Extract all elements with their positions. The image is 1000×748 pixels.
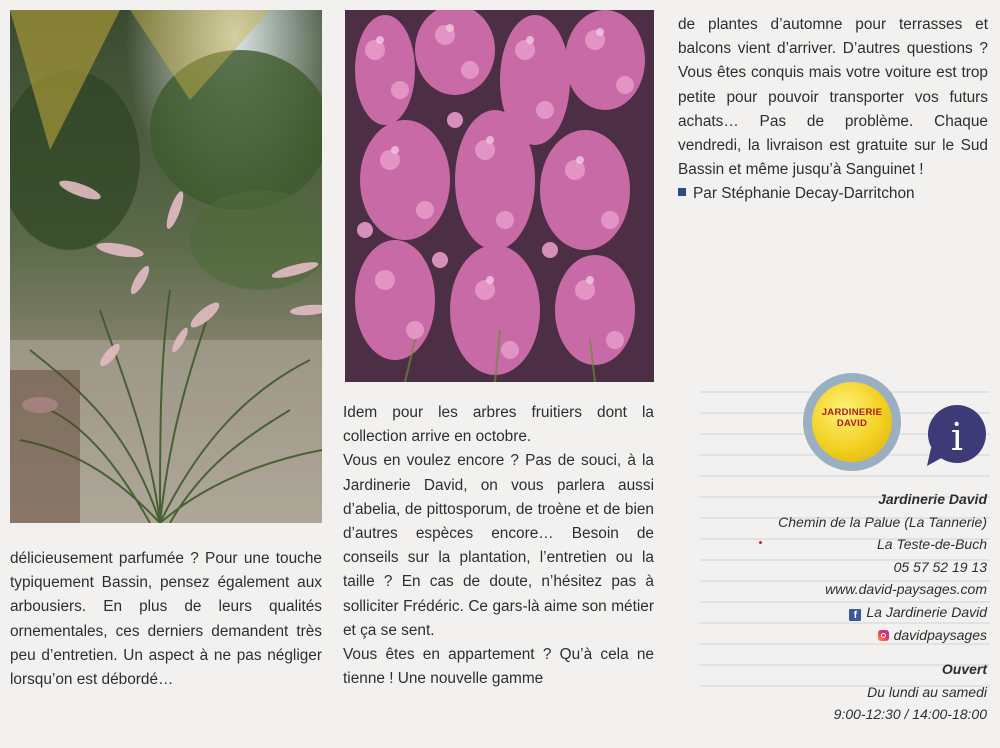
- article-paragraph: de plantes d’automne pour terrasses et balcons vient d’arriver. D’autres questions ? Vous êtes conquis mais votre voiture est trop petite pour pouvoir transporter vos futurs achats… Pas de problème. Chaque vendredi, la livraison est gratuite sur le Sud Bassin et même jusqu’à Sanguinet !: [678, 16, 988, 179]
- instagram-link[interactable]: [707, 624, 987, 647]
- address-line: Chemin de la Palue (La Tannerie): [778, 513, 987, 530]
- article-column-1: [10, 547, 322, 692]
- city-line: La Teste-de-Buch: [877, 536, 987, 553]
- facebook-icon: f: [849, 609, 861, 621]
- article-paragraph: Idem pour les arbres fruitiers dont la collection arrive en octobre.: [343, 404, 654, 446]
- byline-square-icon: [678, 188, 686, 196]
- facebook-label: La Jardinerie David: [866, 603, 987, 620]
- article-column-2: [343, 401, 654, 691]
- info-glyph: i: [950, 415, 964, 459]
- author-name: Par Stéphanie Decay-Darritchon: [693, 185, 915, 203]
- author-byline: [678, 182, 988, 206]
- article-column-3: [678, 13, 988, 207]
- opening-days: Du lundi au samedi: [867, 683, 987, 700]
- info-icon: [925, 404, 987, 468]
- photo-ornamental-grass: [10, 10, 322, 523]
- contact-info: [707, 488, 987, 726]
- instagram-icon: [878, 630, 889, 641]
- opening-hours: 9:00-12:30 / 14:00-18:00: [833, 706, 987, 723]
- logo-line-2: DAVID: [836, 418, 868, 429]
- jardinerie-david-logo: [803, 373, 901, 471]
- facebook-link[interactable]: [707, 601, 987, 624]
- business-name: Jardinerie David: [878, 491, 987, 507]
- instagram-label: davidpaysages: [893, 626, 987, 643]
- phone-number: 05 57 52 19 13: [893, 558, 987, 575]
- logo-line-1: JARDINERIE: [821, 407, 883, 418]
- logo-disc: [812, 382, 892, 462]
- photo-heather: [345, 10, 654, 382]
- hours-heading: Ouvert: [941, 661, 987, 678]
- article-paragraph: Vous en voulez encore ? Pas de souci, à la Jardinerie David, on vous parlera aussi d’abelia, de pittosporum, de troène et de bien d’autres espèces encore… Besoin de conseils sur la plantation, l’entretien ou la taille ? En cas de doute, n’hésitez pas à solliciter Frédéric. Ce gars-là aime son métier et ça se sent.: [343, 452, 654, 639]
- website-link[interactable]: www.david-paysages.com: [825, 581, 987, 598]
- logo-text: [812, 407, 892, 429]
- article-paragraph: délicieusement parfumée ? Pour une touche typiquement Bassin, pensez également aux arbousiers. En plus de leurs qualités ornementales, ces derniers demandent très peu d’entretien. Un aspect à ne pas négliger lorsqu’on est débordé…: [10, 550, 322, 689]
- article-paragraph: Vous êtes en appartement ? Qu’à cela ne tienne ! Une nouvelle gamme: [343, 646, 654, 688]
